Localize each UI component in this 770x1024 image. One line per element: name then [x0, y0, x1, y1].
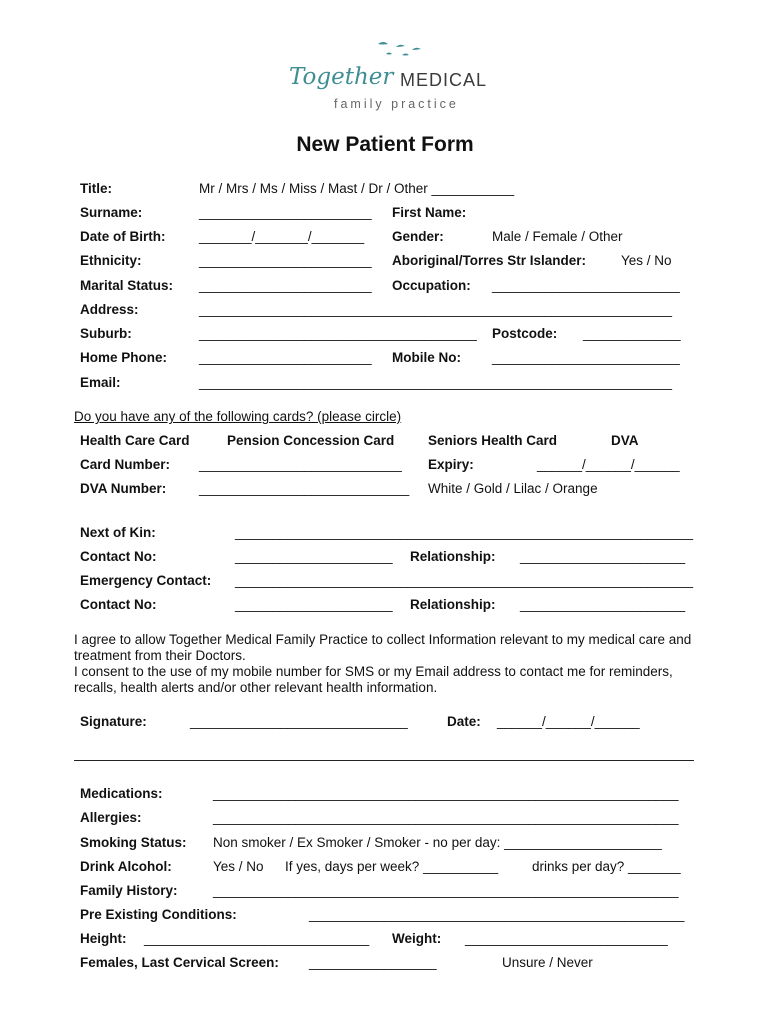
firstname-label: First Name:: [392, 205, 467, 220]
section-divider: [74, 760, 694, 761]
emergency-relationship-label: Relationship:: [410, 597, 496, 612]
allergies-field[interactable]: ______________________________________________________________: [213, 810, 679, 825]
emergency-contact-no-label: Contact No:: [80, 597, 157, 612]
signature-label: Signature:: [80, 714, 147, 729]
postcode-field[interactable]: _____________: [583, 326, 681, 341]
home-phone-label: Home Phone:: [80, 350, 168, 365]
weight-label: Weight:: [392, 931, 442, 946]
title-label: Title:: [80, 181, 113, 196]
marital-field[interactable]: _______________________: [199, 278, 372, 293]
emergency-contact-no-field[interactable]: _____________________: [235, 597, 393, 612]
page-title: New Patient Form: [296, 133, 474, 156]
pre-existing-field[interactable]: __________________________________________________: [309, 907, 685, 922]
alcohol-days-field[interactable]: If yes, days per week? __________: [285, 859, 499, 874]
consent-paragraph-2: I consent to the use of my mobile number for SMS or my Email address to contact me for reminders, recalls, health alerts and/or other relevant health information.: [74, 664, 673, 695]
smoking-label: Smoking Status:: [80, 835, 187, 850]
dva-number-label: DVA Number:: [80, 481, 167, 496]
medications-field[interactable]: ______________________________________________________________: [213, 786, 679, 801]
card-number-label: Card Number:: [80, 457, 171, 472]
smoking-options[interactable]: Non smoker / Ex Smoker / Smoker - no per day: _____________________: [213, 835, 662, 850]
expiry-label: Expiry:: [428, 457, 474, 472]
title-options[interactable]: Mr / Mrs / Ms / Miss / Mast / Dr / Other ___________: [199, 181, 515, 196]
occupation-field[interactable]: _________________________: [492, 278, 680, 293]
relationship-label: Relationship:: [410, 549, 496, 564]
surname-field[interactable]: _______________________: [199, 205, 372, 220]
height-label: Height:: [80, 931, 127, 946]
occupation-label: Occupation:: [392, 278, 471, 293]
logo-script-text: Together: [289, 64, 394, 90]
weight-field[interactable]: ___________________________: [465, 931, 668, 946]
logo-medical-text: MEDICAL: [400, 70, 488, 90]
dva-colour-options[interactable]: White / Gold / Lilac / Orange: [428, 481, 598, 496]
gender-options[interactable]: Male / Female / Other: [492, 229, 623, 244]
contact-no-label: Contact No:: [80, 549, 157, 564]
logo-tagline: family practice: [334, 97, 459, 111]
card-number-field[interactable]: ___________________________: [199, 457, 402, 472]
family-history-label: Family History:: [80, 883, 178, 898]
pension-card-option[interactable]: Pension Concession Card: [227, 433, 395, 448]
dva-number-field[interactable]: ____________________________: [199, 481, 410, 496]
health-care-card-option[interactable]: Health Care Card: [80, 433, 190, 448]
date-field[interactable]: ______/______/______: [497, 714, 640, 729]
email-field[interactable]: _______________________________________________________________: [199, 375, 673, 390]
cervical-options[interactable]: Unsure / Never: [502, 955, 593, 970]
dob-field[interactable]: _______/_______/_______: [199, 229, 365, 244]
contact-no-field[interactable]: _____________________: [235, 549, 393, 564]
medications-label: Medications:: [80, 786, 163, 801]
allergies-label: Allergies:: [80, 810, 142, 825]
consent-paragraph-1: I agree to allow Together Medical Family Practice to collect Information relevant to my medical care and treatment from their Doctors.: [74, 632, 692, 663]
alcohol-drinks-field[interactable]: drinks per day? _______: [532, 859, 681, 874]
address-label: Address:: [80, 302, 139, 317]
suburb-label: Suburb:: [80, 326, 132, 341]
alcohol-options[interactable]: Yes / No: [213, 859, 264, 874]
ethnicity-label: Ethnicity:: [80, 253, 142, 268]
cervical-label: Females, Last Cervical Screen:: [80, 955, 279, 970]
cervical-field[interactable]: _________________: [309, 955, 437, 970]
pre-existing-label: Pre Existing Conditions:: [80, 907, 237, 922]
signature-field[interactable]: _____________________________: [190, 714, 408, 729]
address-field[interactable]: _______________________________________________________________: [199, 302, 673, 317]
suburb-field[interactable]: _____________________________________: [199, 326, 477, 341]
home-phone-field[interactable]: _______________________: [199, 350, 372, 365]
surname-label: Surname:: [80, 205, 143, 220]
ethnicity-field[interactable]: _______________________: [199, 253, 372, 268]
mobile-field[interactable]: _________________________: [492, 350, 680, 365]
dob-label: Date of Birth:: [80, 229, 166, 244]
alcohol-label: Drink Alcohol:: [80, 859, 172, 874]
emergency-contact-label: Emergency Contact:: [80, 573, 212, 588]
email-label: Email:: [80, 375, 121, 390]
aboriginal-options[interactable]: Yes / No: [621, 253, 672, 268]
emergency-contact-field[interactable]: _____________________________________________________________: [235, 573, 693, 588]
relationship-field[interactable]: ______________________: [520, 549, 686, 564]
dva-card-option[interactable]: DVA: [611, 433, 639, 448]
postcode-label: Postcode:: [492, 326, 558, 341]
family-history-field[interactable]: ______________________________________________________________: [213, 883, 679, 898]
cards-question: Do you have any of the following cards? (please circle): [74, 409, 402, 424]
aboriginal-label: Aboriginal/Torres Str Islander:: [392, 253, 587, 268]
next-of-kin-field[interactable]: _____________________________________________________________: [235, 525, 693, 540]
seniors-card-option[interactable]: Seniors Health Card: [428, 433, 558, 448]
next-of-kin-label: Next of Kin:: [80, 525, 156, 540]
height-field[interactable]: ______________________________: [144, 931, 370, 946]
gender-label: Gender:: [392, 229, 444, 244]
expiry-field[interactable]: ______/______/______: [537, 457, 680, 472]
emergency-relationship-field[interactable]: ______________________: [520, 597, 686, 612]
marital-label: Marital Status:: [80, 278, 174, 293]
date-label: Date:: [447, 714, 481, 729]
mobile-label: Mobile No:: [392, 350, 461, 365]
